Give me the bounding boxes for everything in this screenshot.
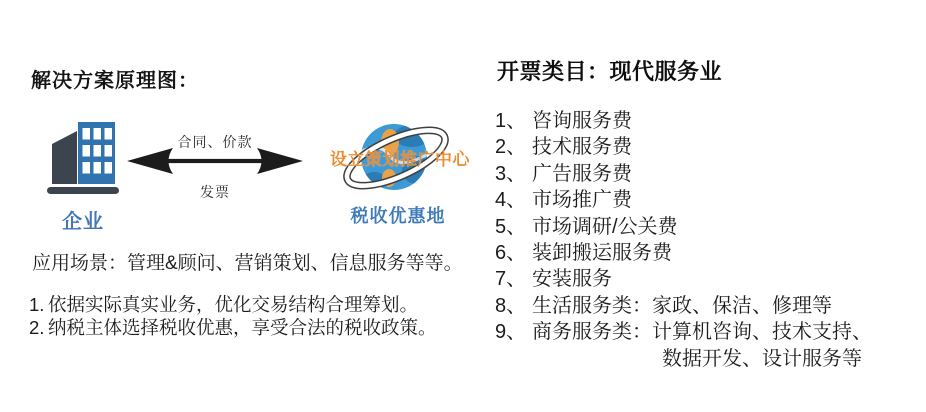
item-text bbox=[532, 319, 915, 372]
tax-haven-label: 税收优惠地 bbox=[350, 206, 446, 226]
item-number: 7、 bbox=[495, 268, 527, 291]
item-text: 市场调研/公关费 bbox=[532, 215, 678, 238]
item-text: 广告服务费 bbox=[532, 162, 632, 185]
item-text: 安装服务 bbox=[532, 268, 612, 291]
list-item bbox=[495, 187, 915, 213]
note-item bbox=[29, 294, 479, 317]
item-text: 技术服务费 bbox=[532, 136, 632, 159]
item-number: 4、 bbox=[495, 189, 527, 212]
invoice-label: 发票 bbox=[200, 184, 230, 200]
notes-list bbox=[29, 294, 479, 339]
item-text-line1: 商务服务类：计算机咨询、技术支持、 bbox=[532, 321, 872, 344]
item-number: 5、 bbox=[495, 215, 527, 238]
invoice-category-list bbox=[495, 108, 915, 372]
list-item bbox=[495, 161, 915, 187]
note-number: 2. bbox=[29, 316, 45, 338]
item-text: 咨询服务费 bbox=[532, 110, 632, 132]
note-item bbox=[29, 317, 479, 340]
item-text: 市场推广费 bbox=[532, 189, 632, 212]
item-number: 2、 bbox=[495, 136, 527, 159]
solution-diagram-title: 解决方案原理图： bbox=[31, 70, 199, 92]
enterprise-building-icon bbox=[46, 116, 120, 194]
note-text: 依据实际真实业务，优化交易结构合理筹划。 bbox=[48, 294, 419, 315]
double-arrow-icon bbox=[127, 146, 303, 176]
item-text-line2: 数据开发、设计服务等 bbox=[662, 347, 862, 370]
list-item bbox=[495, 293, 915, 319]
list-item bbox=[495, 319, 915, 372]
promotion-center-overlay-label: 设立策划推广中心 bbox=[330, 150, 470, 169]
item-number: 3、 bbox=[495, 162, 527, 185]
list-item bbox=[495, 266, 915, 292]
item-number: 8、 bbox=[495, 294, 527, 317]
list-item bbox=[495, 108, 915, 134]
item-number: 9、 bbox=[495, 321, 527, 344]
list-item bbox=[495, 134, 915, 160]
contract-price-label: 合同、价款 bbox=[177, 134, 253, 150]
list-item bbox=[495, 240, 915, 266]
list-item bbox=[495, 214, 915, 240]
note-number: 1. bbox=[29, 294, 45, 315]
note-text: 纳税主体选择税收优惠，享受合法的税收政策。 bbox=[48, 316, 437, 338]
item-text: 生活服务类：家政、保洁、修理等 bbox=[532, 294, 832, 317]
enterprise-label: 企业 bbox=[62, 211, 104, 233]
item-number: 1、 bbox=[495, 110, 527, 132]
invoice-categories-title: 开票类目：现代服务业 bbox=[497, 59, 723, 84]
item-number: 6、 bbox=[495, 242, 527, 265]
application-scenario-text: 应用场景：管理&顾问、营销策划、信息服务等等。 bbox=[32, 253, 463, 274]
item-text: 装卸搬运服务费 bbox=[532, 242, 672, 265]
